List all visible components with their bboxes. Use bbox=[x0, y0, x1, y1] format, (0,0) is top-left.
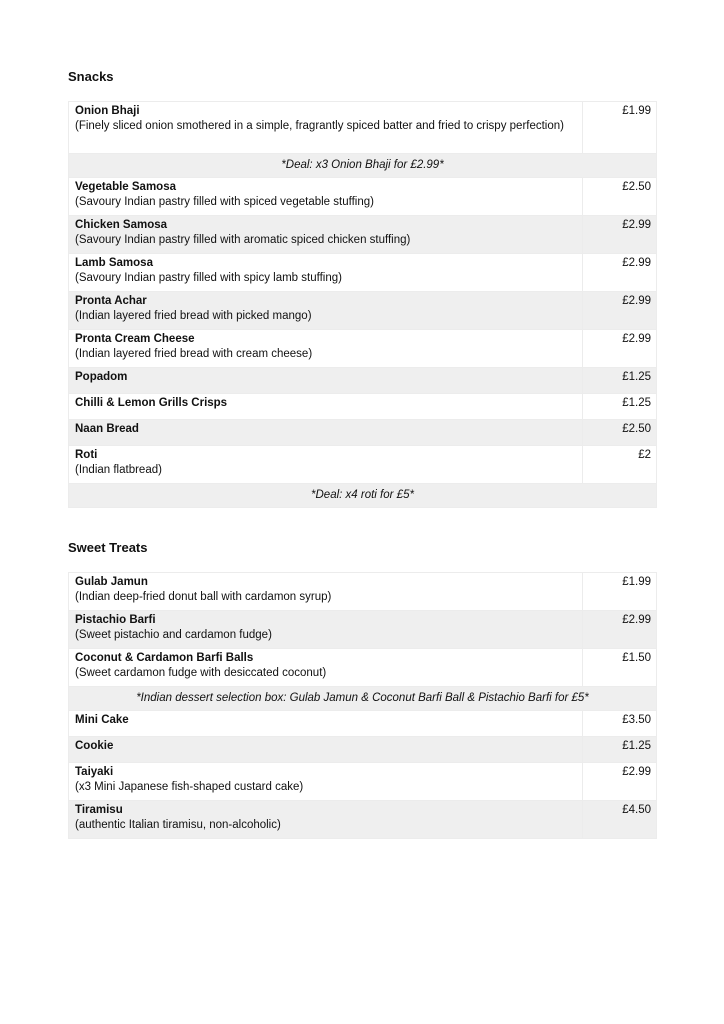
item-description: (x3 Mini Japanese fish-shaped custard cake) bbox=[75, 781, 304, 793]
item-cell bbox=[69, 801, 583, 839]
item-price: £2.50 bbox=[583, 178, 657, 216]
menu-row-chicken-samosa bbox=[69, 216, 657, 254]
item-price: £2 bbox=[583, 446, 657, 484]
item-cell bbox=[69, 102, 583, 154]
sweet-treats-table bbox=[68, 572, 657, 839]
item-name: Tiramisu bbox=[75, 804, 123, 816]
item-price: £1.25 bbox=[583, 394, 657, 420]
item-name: Chilli & Lemon Grills Crisps bbox=[75, 397, 228, 409]
item-cell bbox=[69, 178, 583, 216]
item-name: Coconut & Cardamon Barfi Balls bbox=[75, 652, 254, 664]
item-name: Pronta Achar bbox=[75, 295, 147, 307]
item-price: £1.25 bbox=[583, 368, 657, 394]
item-cell bbox=[69, 611, 583, 649]
deal-row-onion-bhaji bbox=[69, 154, 657, 178]
deal-text: *Indian dessert selection box: Gulab Jamun & Coconut Barfi Ball & Pistachio Barfi for £5* bbox=[69, 687, 657, 711]
menu-row-roti bbox=[69, 446, 657, 484]
snacks-table bbox=[68, 101, 657, 508]
menu-row-pronta-cream-cheese bbox=[69, 330, 657, 368]
item-cell bbox=[69, 394, 583, 420]
item-price: £2.99 bbox=[583, 254, 657, 292]
item-cell bbox=[69, 292, 583, 330]
item-description: (Sweet pistachio and cardamon fudge) bbox=[75, 629, 272, 641]
item-description: (Indian deep-fried donut ball with cardamon syrup) bbox=[75, 591, 332, 603]
item-cell bbox=[69, 649, 583, 687]
item-cell bbox=[69, 420, 583, 446]
item-cell bbox=[69, 573, 583, 611]
item-price: £2.99 bbox=[583, 216, 657, 254]
item-name: Roti bbox=[75, 449, 98, 461]
item-price: £3.50 bbox=[583, 711, 657, 737]
item-price: £2.99 bbox=[583, 763, 657, 801]
item-cell bbox=[69, 737, 583, 763]
menu-row-coconut-barfi-balls bbox=[69, 649, 657, 687]
item-name: Taiyaki bbox=[75, 766, 114, 778]
item-description: (Savoury Indian pastry filled with spicy lamb stuffing) bbox=[75, 272, 342, 284]
item-name: Popadom bbox=[75, 371, 128, 383]
item-description: (Savoury Indian pastry filled with aromatic spiced chicken stuffing) bbox=[75, 234, 411, 246]
item-name: Lamb Samosa bbox=[75, 257, 153, 269]
item-price: £2.99 bbox=[583, 611, 657, 649]
item-name: Chicken Samosa bbox=[75, 219, 168, 231]
deal-row-dessert-box bbox=[69, 687, 657, 711]
item-cell bbox=[69, 446, 583, 484]
item-description: (Sweet cardamon fudge with desiccated coconut) bbox=[75, 667, 327, 679]
item-cell bbox=[69, 711, 583, 737]
item-price: £1.50 bbox=[583, 649, 657, 687]
item-price: £2.99 bbox=[583, 330, 657, 368]
item-name: Mini Cake bbox=[75, 714, 129, 726]
item-description: (Finely sliced onion smothered in a simple, fragrantly spiced batter and fried to crispy perfection) bbox=[75, 120, 564, 132]
menu-row-naan-bread bbox=[69, 420, 657, 446]
item-price: £2.50 bbox=[583, 420, 657, 446]
item-description: (Indian layered fried bread with picked mango) bbox=[75, 310, 312, 322]
menu-row-lamb-samosa bbox=[69, 254, 657, 292]
menu-row-onion-bhaji bbox=[69, 102, 657, 154]
item-price: £2.99 bbox=[583, 292, 657, 330]
item-cell bbox=[69, 368, 583, 394]
item-name: Gulab Jamun bbox=[75, 576, 148, 588]
menu-row-pronta-achar bbox=[69, 292, 657, 330]
item-description: (authentic Italian tiramisu, non-alcoholic) bbox=[75, 819, 281, 831]
item-price: £1.25 bbox=[583, 737, 657, 763]
item-description: (Indian flatbread) bbox=[75, 464, 162, 476]
item-name: Pronta Cream Cheese bbox=[75, 333, 195, 345]
menu-row-taiyaki bbox=[69, 763, 657, 801]
deal-text: *Deal: x3 Onion Bhaji for £2.99* bbox=[69, 154, 657, 178]
menu-row-chilli-lemon-crisps bbox=[69, 394, 657, 420]
menu-row-popadom bbox=[69, 368, 657, 394]
item-cell bbox=[69, 216, 583, 254]
deal-row-roti bbox=[69, 484, 657, 508]
menu-row-pistachio-barfi bbox=[69, 611, 657, 649]
menu-row-tiramisu bbox=[69, 801, 657, 839]
item-price: £1.99 bbox=[583, 573, 657, 611]
section-title-sweet-treats: Sweet Treats bbox=[68, 540, 148, 555]
section-title-snacks: Snacks bbox=[68, 69, 114, 84]
item-description: (Savoury Indian pastry filled with spiced vegetable stuffing) bbox=[75, 196, 374, 208]
item-name: Onion Bhaji bbox=[75, 105, 140, 117]
menu-row-vegetable-samosa bbox=[69, 178, 657, 216]
menu-row-gulab-jamun bbox=[69, 573, 657, 611]
item-price: £1.99 bbox=[583, 102, 657, 154]
item-name: Vegetable Samosa bbox=[75, 181, 176, 193]
menu-row-mini-cake bbox=[69, 711, 657, 737]
item-description: (Indian layered fried bread with cream cheese) bbox=[75, 348, 313, 360]
deal-text: *Deal: x4 roti for £5* bbox=[69, 484, 657, 508]
item-name: Naan Bread bbox=[75, 423, 139, 435]
menu-row-cookie bbox=[69, 737, 657, 763]
item-name: Cookie bbox=[75, 740, 114, 752]
item-cell bbox=[69, 763, 583, 801]
item-cell bbox=[69, 330, 583, 368]
item-cell bbox=[69, 254, 583, 292]
item-name: Pistachio Barfi bbox=[75, 614, 156, 626]
item-price: £4.50 bbox=[583, 801, 657, 839]
